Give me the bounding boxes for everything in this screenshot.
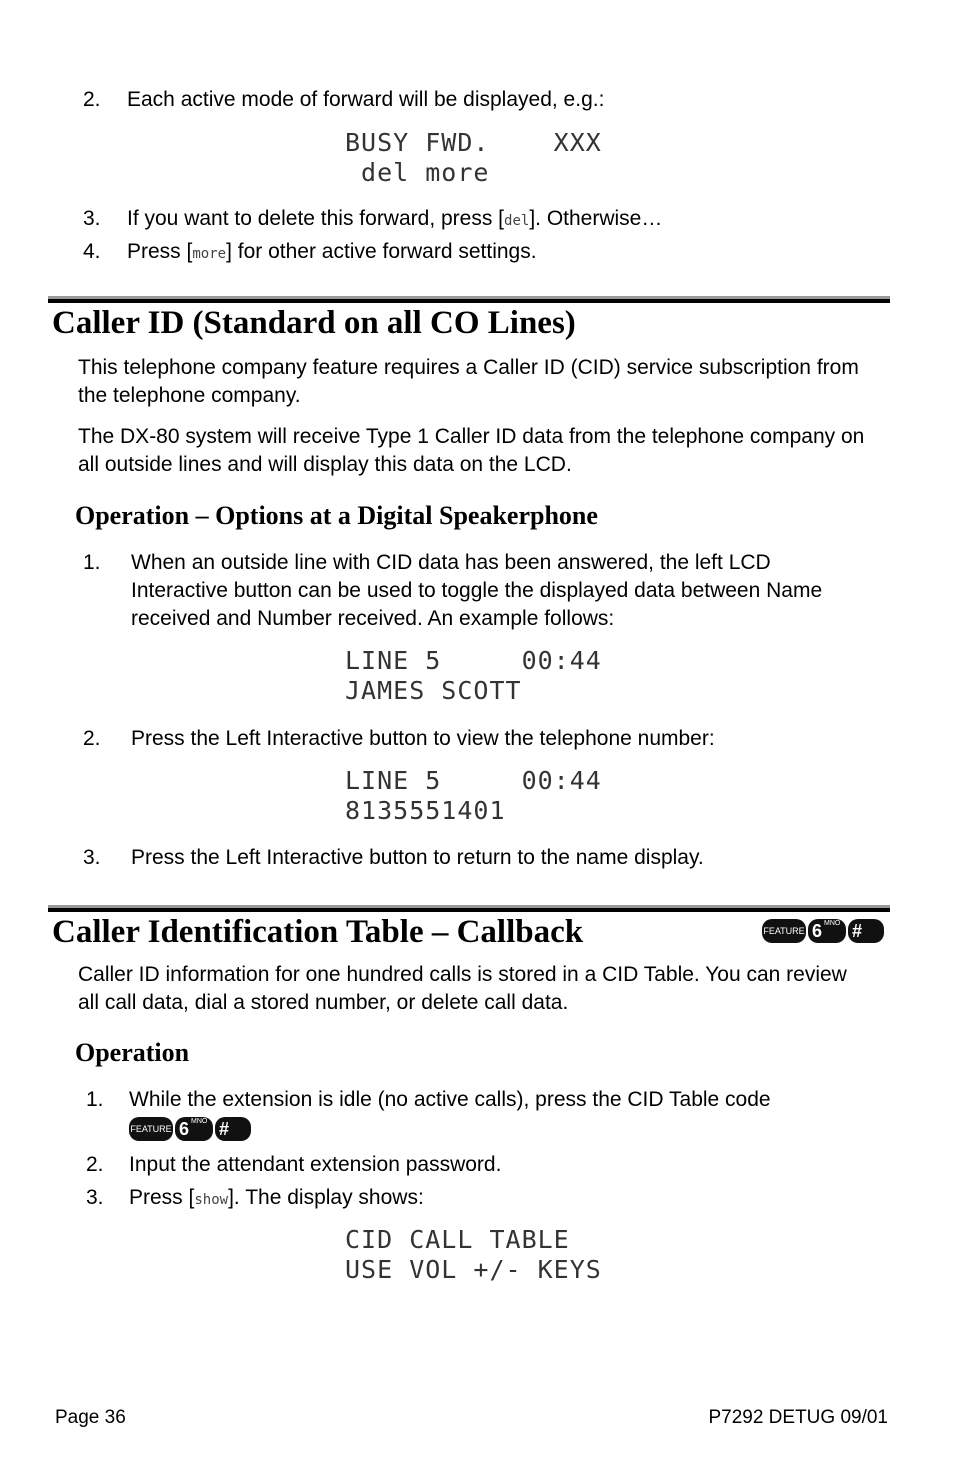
step-text: [129, 1184, 424, 1214]
paragraph: Caller ID information for one hundred calls is stored in a CID Table. You can review all call data, dial a stored number, or delete call data.: [78, 963, 847, 1014]
step-text: Input the attendant extension password.: [129, 1153, 502, 1176]
step-text: When an outside line with CID data has been answered, the left LCD Interactive button can be used to toggle the displayed data between Name received and Number received. An example follows:: [131, 551, 823, 630]
softkey-del: del: [504, 213, 530, 229]
step-text: [127, 238, 537, 268]
step-text-post: ]. Otherwise…: [529, 207, 663, 230]
feature-key: FEATURE: [762, 919, 806, 943]
section-heading: Caller ID (Standard on all CO Lines): [52, 305, 576, 341]
step-number: 3.: [86, 1186, 104, 1209]
step-text: While the extension is idle (no active calls), press the CID Table code: [129, 1088, 771, 1111]
key-letters: MNO: [191, 1118, 208, 1125]
step-text-pre: Press [: [127, 240, 193, 263]
lcd-line: BUSY FWD. XXX: [345, 128, 602, 157]
paragraph: The DX-80 system will receive Type 1 Caller ID data from the telephone company on all outside lines and will display this data on the LCD.: [78, 425, 865, 476]
paragraph: This telephone company feature requires a Caller ID (CID) service subscription from the telephone company.: [78, 356, 859, 407]
step-text: Each active mode of forward will be displayed, e.g.:: [127, 88, 605, 111]
document-id: P7292 DETUG 09/01: [708, 1407, 888, 1428]
step-number: 4.: [83, 240, 101, 263]
step-text-post: ] for other active forward settings.: [226, 240, 537, 263]
six-mno-key: [808, 919, 846, 943]
step-number: 2.: [83, 88, 101, 111]
subheading: Operation – Options at a Digital Speakerphone: [75, 501, 598, 530]
lcd-line: USE VOL +/- KEYS: [345, 1255, 602, 1284]
step-text: Press the Left Interactive button to view the telephone number:: [131, 727, 715, 750]
softkey-more: more: [192, 246, 227, 262]
six-mno-key: [175, 1117, 213, 1141]
step-number: 2.: [83, 727, 101, 750]
section-heading: Caller Identification Table – Callback: [52, 914, 584, 950]
lcd-line: 8135551401: [345, 796, 506, 825]
key-digit: 6: [812, 920, 823, 941]
feature-code-keys: [129, 1117, 251, 1141]
step-number: 3.: [83, 207, 101, 230]
step-text: [127, 205, 662, 235]
step-number: 1.: [86, 1088, 104, 1111]
step-text-pre: Press [: [129, 1186, 195, 1209]
step-number: 3.: [83, 846, 101, 869]
step-text-post: ]. The display shows:: [228, 1186, 424, 1209]
feature-key: FEATURE: [129, 1117, 173, 1141]
feature-code-keys: [762, 919, 884, 943]
step-number: 1.: [83, 551, 101, 574]
step-text: Press the Left Interactive button to return to the name display.: [131, 846, 704, 869]
lcd-line: LINE 5 00:44: [345, 646, 602, 675]
section-rule: [48, 296, 890, 303]
lcd-line: del more: [345, 158, 490, 187]
step-text-pre: If you want to delete this forward, press [: [127, 207, 505, 230]
key-letters: MNO: [824, 920, 841, 927]
hash-key: #: [215, 1117, 251, 1141]
lcd-line: LINE 5 00:44: [345, 766, 602, 795]
section-rule: [48, 905, 890, 912]
step-number: 2.: [86, 1153, 104, 1176]
lcd-line: JAMES SCOTT: [345, 676, 522, 705]
key-digit: 6: [179, 1118, 190, 1139]
hash-key: #: [848, 919, 884, 943]
page-number: Page 36: [55, 1407, 126, 1428]
subheading: Operation: [75, 1038, 190, 1067]
softkey-show: show: [194, 1192, 229, 1208]
lcd-line: CID CALL TABLE: [345, 1225, 570, 1254]
